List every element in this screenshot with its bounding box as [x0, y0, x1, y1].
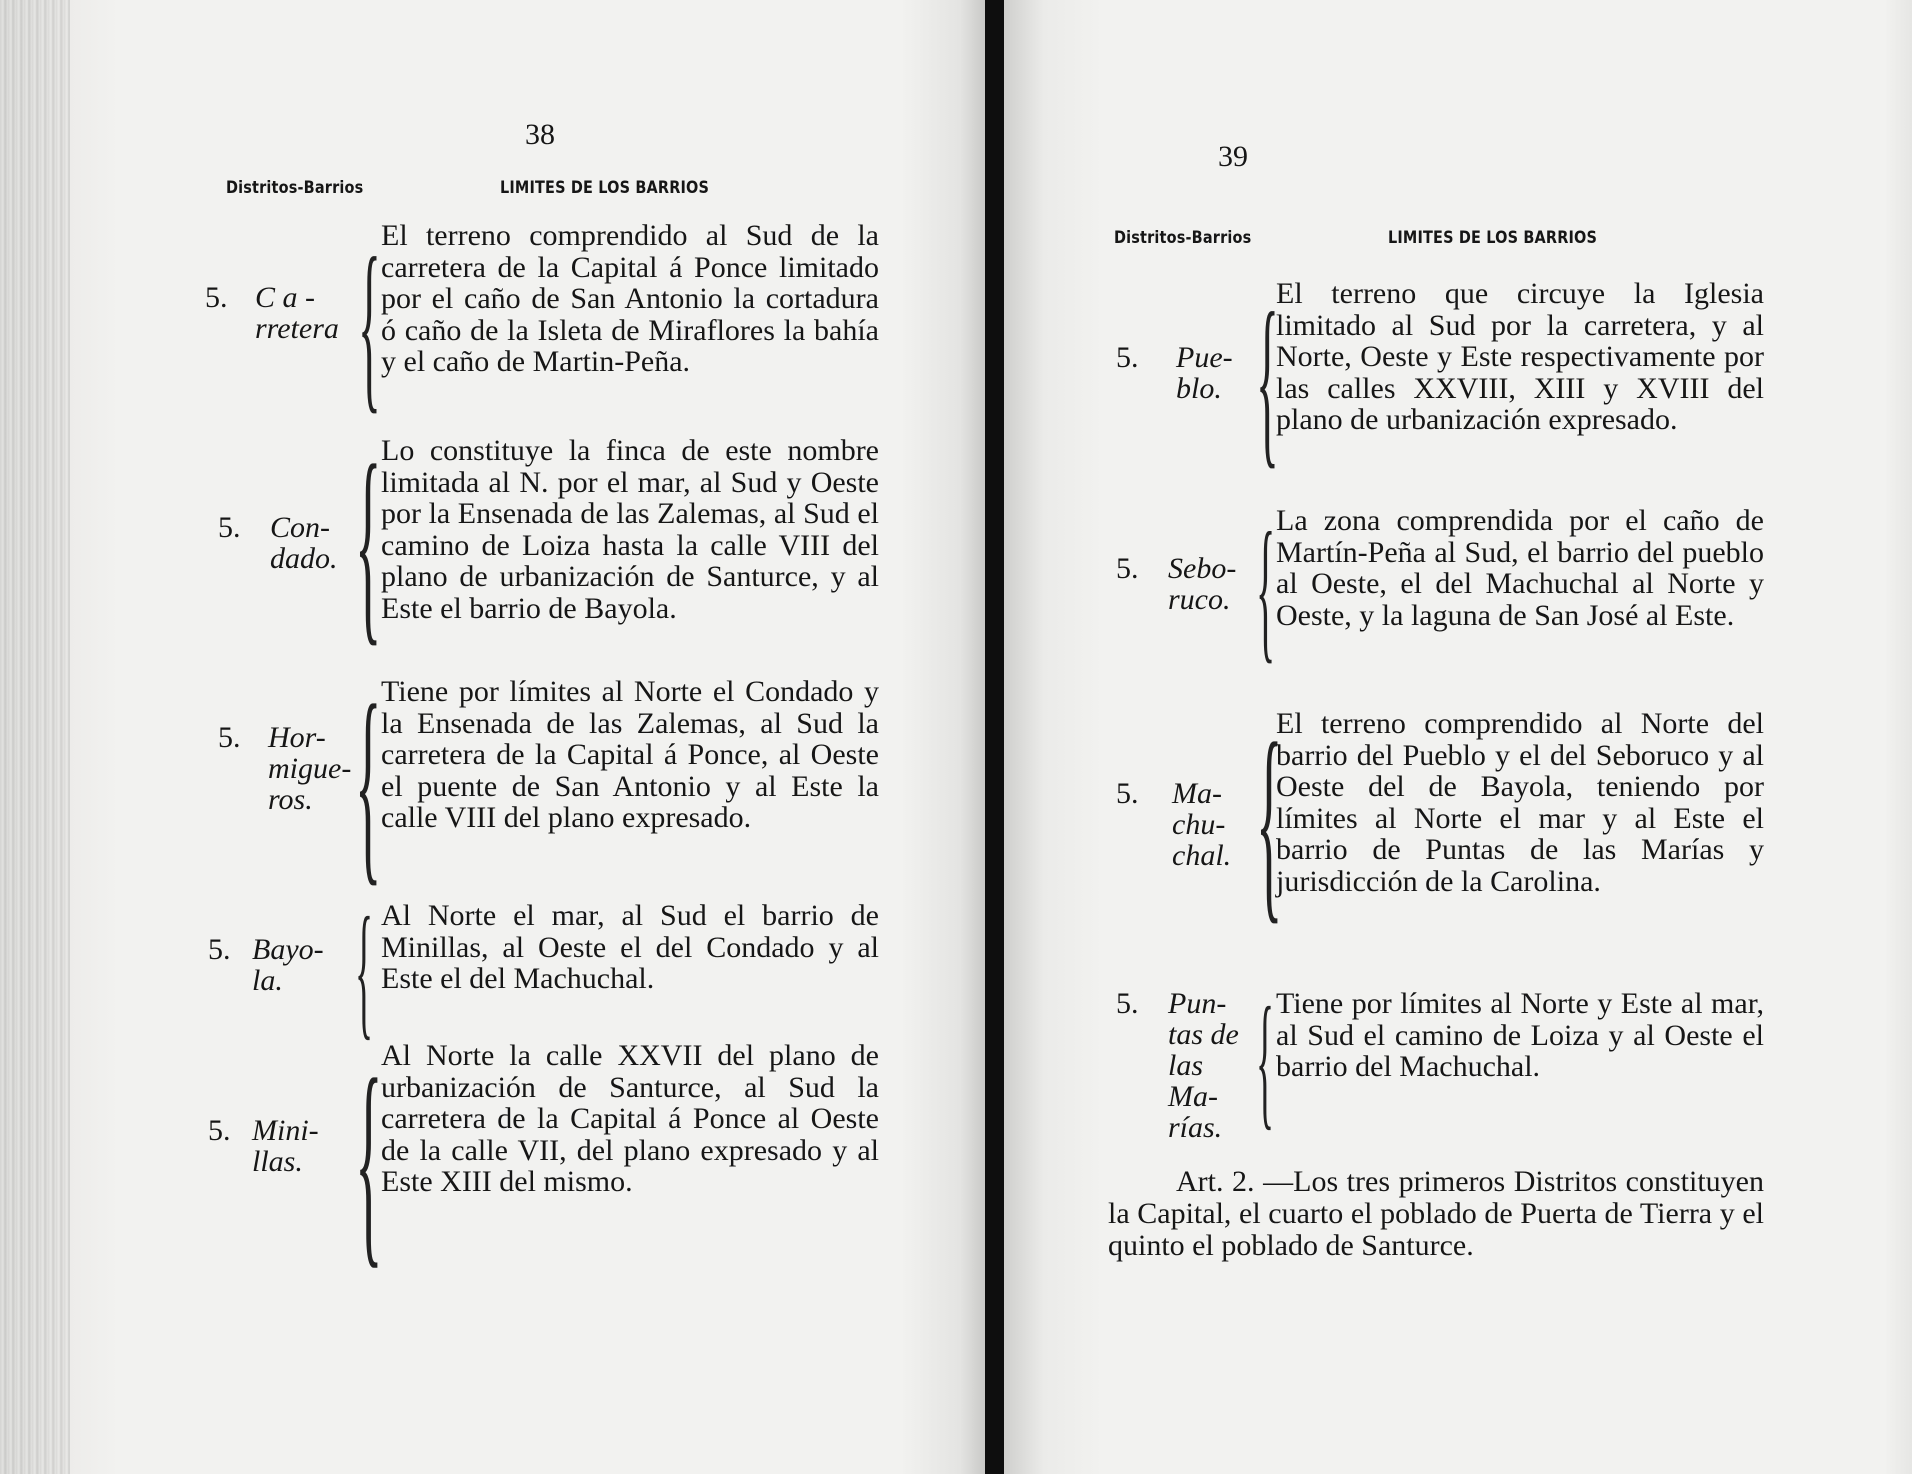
- brace: {: [1256, 275, 1279, 485]
- barrio-number: 5.: [218, 721, 241, 754]
- barrio-number: 5.: [218, 511, 241, 544]
- page-number: 38: [525, 118, 555, 151]
- barrio-name: 5. Ma- chu- chal.: [1116, 777, 1232, 872]
- brace: {: [355, 420, 382, 664]
- barrio-limits-text: Tiene por límites al Norte el Condado y la Ensenada de las Zalemas, al Sud la carretera de la Capital á Ponce, al Oeste el puente de San Antonio y al Este la calle VIII del plano expresado.: [381, 675, 879, 834]
- brace: {: [1256, 499, 1276, 677]
- brace: {: [1256, 698, 1283, 942]
- barrio-limits-text: La zona comprendida por el caño de Martín-Peña al Sud, el barrio del pueblo al Oeste, el del Machuchal al Norte y Oeste, y la laguna de San José al Este.: [1276, 504, 1764, 632]
- barrio-limits-text: El terreno que circuye la Iglesia limitado al Sud por la carretera, y al Norte, Oeste y Este respectivamente por las calles XXVIII, XIII y XVIII del plano de urbanización expresado.: [1276, 277, 1764, 436]
- barrio-limits-text: Lo constituye la finca de este nombre limitada al N. por el mar, al Sud y Oeste por la Ensenada de las Zalemas, al Sud el camino de Loiza hasta la calle VIII del plano de urbanización de Santurce, y al Este el barrio de Bayola.: [381, 434, 879, 625]
- brace: {: [358, 220, 381, 430]
- barrio-name: 5. Con- dado.: [218, 511, 338, 575]
- barrio-limits-text: Al Norte el mar, al Sud el barrio de Minillas, al Oeste el del Condado y al Este el del Machuchal.: [381, 899, 879, 995]
- barrio-name: 5. Hor- migue- ros.: [218, 721, 352, 816]
- barrio-number: 5.: [1116, 552, 1139, 585]
- barrio-name: 5. Mini- llas.: [208, 1114, 319, 1178]
- barrio-number: 5.: [208, 933, 231, 966]
- barrio-number: 5.: [1116, 987, 1139, 1020]
- brace: {: [355, 1032, 383, 1287]
- page-edge-shading: [0, 0, 70, 1474]
- article-paragraph: Art. 2. —Los tres primeros Distritos constituyen la Capital, el cuarto el poblado de Puerta de Tierra y el quinto el poblado de Santurce.: [1108, 1165, 1764, 1262]
- page-number: 39: [1218, 140, 1248, 173]
- barrio-name: 5. Bayo- la.: [208, 933, 324, 997]
- brace: {: [355, 660, 382, 904]
- brace: {: [355, 887, 373, 1053]
- barrio-limits-text: Tiene por límites al Norte y Este al mar, al Sud el camino de Loiza y al Oeste el barrio del Machuchal.: [1276, 987, 1764, 1083]
- barrio-number: 5.: [1116, 777, 1139, 810]
- barrio-name: 5. Sebo- ruco.: [1116, 552, 1237, 616]
- right-page: [1004, 0, 1912, 1474]
- barrio-limits-text: El terreno comprendido al Norte del barrio del Pueblo y el del Seboruco y al Oeste del de Bayola, teniendo por límites al Norte el mar y al Este el barrio de Puntas de las Marías y jurisdicción de la Carolina.: [1276, 707, 1764, 898]
- column-header-districts: Distritos-Barrios: [1114, 228, 1252, 248]
- column-header-limits: LIMITES DE LOS BARRIOS: [1388, 228, 1598, 248]
- barrio-name: 5. Pue- blo.: [1116, 341, 1233, 405]
- brace: {: [1256, 977, 1274, 1143]
- barrio-limits-text: Al Norte la calle XXVII del plano de urbanización de Santurce, al Sud la carretera de la Capital á Ponce al Oeste de la calle VII, del plano expresado y al Este XIII del mismo.: [381, 1039, 879, 1198]
- barrio-name: 5. C a - rretera: [205, 281, 339, 345]
- barrio-name: 5. Pun- tas de las Ma- rías.: [1116, 987, 1239, 1144]
- book-gutter: [985, 0, 1004, 1474]
- barrio-number: 5.: [205, 281, 228, 314]
- barrio-limits-text: El terreno comprendido al Sud de la carretera de la Capital á Ponce limitado por el caño de San Antonio la cortadura ó caño de la Isleta de Miraflores la bahía y el caño de Martin-Peña.: [381, 219, 879, 378]
- column-header-limits: LIMITES DE LOS BARRIOS: [500, 178, 710, 198]
- barrio-number: 5.: [208, 1114, 231, 1147]
- column-header-districts: Distritos-Barrios: [226, 178, 364, 198]
- barrio-number: 5.: [1116, 341, 1139, 374]
